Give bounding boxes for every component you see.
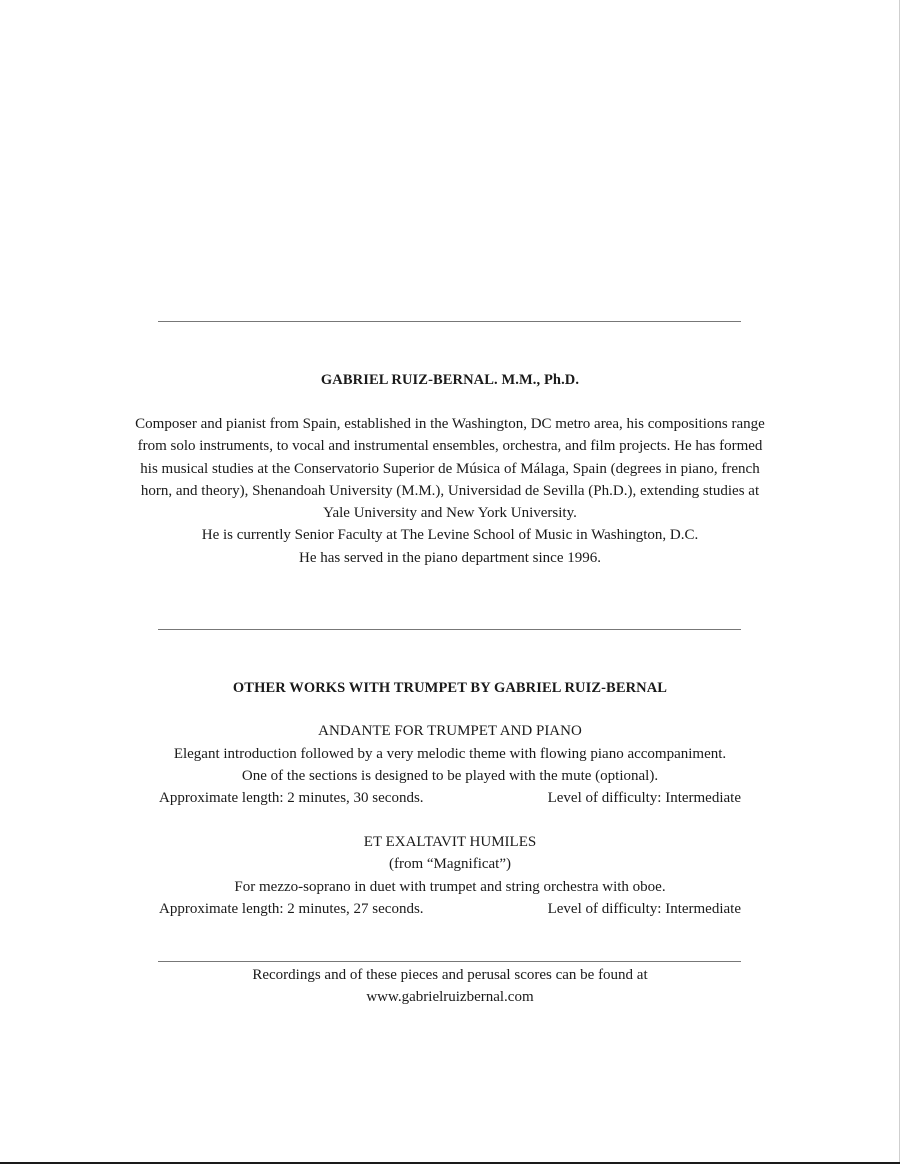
- work-difficulty: Level of difficulty: Intermediate: [547, 901, 741, 917]
- bio-line: He has served in the piano department since 1996.: [299, 549, 601, 566]
- works-heading: OTHER WORKS WITH TRUMPET BY GABRIEL RUIZ-BERNAL: [232, 680, 668, 696]
- work-description-line: Elegant introduction followed by a very melodic theme with flowing piano accompaniment.: [173, 746, 727, 762]
- work-title: ET EXALTAVIT HUMILES: [363, 834, 537, 850]
- bio-line: Yale University and New York University.: [323, 505, 577, 522]
- work-meta-row: [158, 901, 741, 921]
- work-subtitle: (from “Magnificat”): [388, 856, 512, 872]
- work-description-line: For mezzo-soprano in duet with trumpet and string orchestra with oboe.: [234, 879, 666, 895]
- divider-top: [158, 321, 741, 322]
- work-meta-row: [158, 790, 741, 810]
- bio-line: He is currently Senior Faculty at The Levine School of Music in Washington, D.C.: [201, 527, 699, 544]
- work-difficulty: Level of difficulty: Intermediate: [547, 790, 741, 806]
- divider-middle: [158, 629, 741, 630]
- work-length: Approximate length: 2 minutes, 27 seconds.: [159, 901, 424, 917]
- work-description-line: One of the sections is designed to be played with the mute (optional).: [241, 768, 659, 784]
- work-title: ANDANTE FOR TRUMPET AND PIANO: [318, 723, 582, 739]
- bio-paragraph: [60, 413, 840, 569]
- bio-line: from solo instruments, to vocal and instrumental ensembles, orchestra, and film projects. He has formed: [137, 438, 763, 455]
- divider-bottom: [158, 961, 741, 962]
- bio-line: horn, and theory), Shenandoah University (M.M.), Universidad de Sevilla (Ph.D.), extending studies at: [140, 482, 760, 499]
- bio-line: Composer and pianist from Spain, established in the Washington, DC metro area, his compositions range: [135, 416, 765, 432]
- bio-heading: GABRIEL RUIZ-BERNAL. M.M., Ph.D.: [320, 372, 580, 388]
- footer-website-link[interactable]: www.gabrielruizbernal.com: [366, 989, 534, 1005]
- work-length: Approximate length: 2 minutes, 30 seconds.: [159, 790, 424, 806]
- bio-line: his musical studies at the Conservatorio Superior de Música of Málaga, Spain (degrees in piano, french: [140, 460, 760, 477]
- footer-text: Recordings and of these pieces and perusal scores can be found at: [252, 967, 648, 983]
